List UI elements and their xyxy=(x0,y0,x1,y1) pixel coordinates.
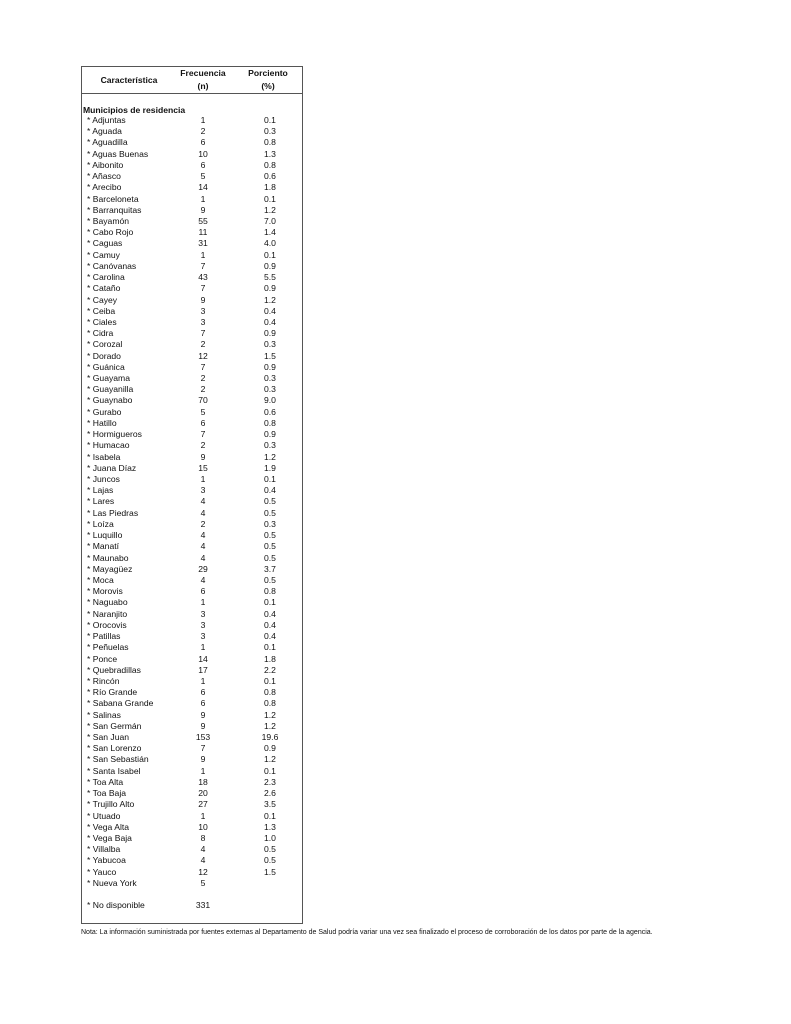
row-name: * Luquillo xyxy=(87,530,123,541)
row-frecuencia: 9 xyxy=(200,294,206,305)
row-frecuencia: 18 xyxy=(198,776,208,787)
table-row xyxy=(82,553,302,564)
table-row xyxy=(82,855,302,866)
row-name: * Peñuelas xyxy=(87,642,129,653)
row-porciento: 0.1 xyxy=(264,193,276,204)
row-name: * Quebradillas xyxy=(87,664,141,675)
row-porciento: 0.4 xyxy=(264,485,276,496)
table-row xyxy=(82,743,302,754)
row-name: * Hatillo xyxy=(87,417,117,428)
table-row xyxy=(82,620,302,631)
row-porciento: 1.3 xyxy=(264,148,276,159)
row-frecuencia: 4 xyxy=(200,574,206,585)
row-porciento: 3.7 xyxy=(264,563,276,574)
row-name: * Rincón xyxy=(87,675,120,686)
row-porciento: 0.9 xyxy=(264,328,276,339)
row-name: * Trujillo Alto xyxy=(87,799,135,810)
row-frecuencia: 5 xyxy=(200,406,206,417)
row-porciento: 0.5 xyxy=(264,844,276,855)
row-porciento: 1.5 xyxy=(264,866,276,877)
row-porciento: 0.6 xyxy=(264,406,276,417)
table-row xyxy=(82,788,302,799)
table-row xyxy=(82,900,302,911)
row-name: * San Juan xyxy=(87,732,130,743)
row-frecuencia: 17 xyxy=(198,664,208,675)
row-porciento: 1.2 xyxy=(264,294,276,305)
table-row xyxy=(82,710,302,721)
row-name: * Cabo Rojo xyxy=(87,227,134,238)
row-frecuencia: 1 xyxy=(200,810,206,821)
row-frecuencia: 6 xyxy=(200,137,206,148)
table-row xyxy=(82,878,302,889)
row-frecuencia: 6 xyxy=(200,687,206,698)
row-porciento: 0.8 xyxy=(264,687,276,698)
table-row xyxy=(82,642,302,653)
header-caracteristica: Característica xyxy=(100,75,158,85)
table-row xyxy=(82,216,302,227)
row-porciento: 0.1 xyxy=(264,765,276,776)
row-name: * Salinas xyxy=(87,709,121,720)
row-name: * No disponible xyxy=(87,900,145,911)
row-frecuencia: 2 xyxy=(200,373,206,384)
table-row xyxy=(82,306,302,317)
row-frecuencia: 31 xyxy=(198,238,208,249)
table-row xyxy=(82,654,302,665)
row-name: * Aguada xyxy=(87,126,122,137)
table-row xyxy=(82,384,302,395)
row-frecuencia: 12 xyxy=(198,866,208,877)
table-header xyxy=(82,67,302,94)
row-porciento: 0.1 xyxy=(264,810,276,821)
row-name: * Humacao xyxy=(87,440,130,451)
table-row xyxy=(82,137,302,148)
table-row xyxy=(82,822,302,833)
row-frecuencia: 6 xyxy=(200,417,206,428)
row-frecuencia: 1 xyxy=(200,115,206,125)
row-frecuencia: 14 xyxy=(198,182,208,193)
row-name: * Patillas xyxy=(87,631,121,642)
row-name: * Santa Isabel xyxy=(87,765,141,776)
table-row xyxy=(82,295,302,306)
row-frecuencia: 2 xyxy=(200,384,206,395)
table-row xyxy=(82,351,302,362)
table-row xyxy=(82,586,302,597)
row-porciento: 0.3 xyxy=(264,384,276,395)
row-name: * Vega Alta xyxy=(87,821,130,832)
table-row xyxy=(82,811,302,822)
table-row xyxy=(82,317,302,328)
footnote: Nota: La información suministrada por fuentes externas al Departamento de Salud podría variar una vez sea finalizado el proceso de corroboración de los datos por parte de la agencia. xyxy=(81,929,653,936)
row-porciento: 1.8 xyxy=(264,653,276,664)
table-row xyxy=(82,698,302,709)
row-porciento: 0.6 xyxy=(264,171,276,182)
row-porciento: 0.4 xyxy=(264,305,276,316)
table-row xyxy=(82,575,302,586)
row-name: * Las Piedras xyxy=(87,507,139,518)
table-row xyxy=(82,452,302,463)
data-table xyxy=(81,66,303,924)
header-frecuencia: Frecuencia xyxy=(180,68,226,78)
row-name: * Naranjito xyxy=(87,608,128,619)
row-porciento: 0.3 xyxy=(264,126,276,137)
row-frecuencia: 4 xyxy=(200,552,206,563)
row-name: * Mayagüez xyxy=(87,563,133,574)
row-frecuencia: 7 xyxy=(200,429,206,440)
row-name: * Barceloneta xyxy=(87,193,139,204)
row-frecuencia: 29 xyxy=(198,563,208,574)
row-name: * Caguas xyxy=(87,238,123,249)
row-frecuencia: 15 xyxy=(198,462,208,473)
row-name: * Sabana Grande xyxy=(87,698,154,709)
row-name: * Bayamón xyxy=(87,215,130,226)
table-row xyxy=(82,429,302,440)
row-frecuencia: 5 xyxy=(200,877,206,888)
table-row xyxy=(82,754,302,765)
row-frecuencia: 3 xyxy=(200,305,206,316)
row-name: * Canóvanas xyxy=(87,260,137,271)
table-body xyxy=(82,115,302,912)
row-spacer xyxy=(82,889,302,900)
row-frecuencia: 1 xyxy=(200,642,206,653)
row-porciento: 1.2 xyxy=(264,204,276,215)
row-porciento: 0.9 xyxy=(264,361,276,372)
row-frecuencia: 3 xyxy=(200,316,206,327)
row-name: * Corozal xyxy=(87,339,123,350)
table-row xyxy=(82,541,302,552)
row-porciento: 0.1 xyxy=(264,249,276,260)
row-porciento: 0.1 xyxy=(264,675,276,686)
row-porciento: 0.3 xyxy=(264,518,276,529)
row-name: * Dorado xyxy=(87,350,121,361)
row-porciento: 0.8 xyxy=(264,417,276,428)
table-row xyxy=(82,508,302,519)
row-porciento: 0.9 xyxy=(264,260,276,271)
row-frecuencia: 7 xyxy=(200,283,206,294)
table-row xyxy=(82,676,302,687)
row-porciento: 0.8 xyxy=(264,698,276,709)
row-name: * Aguas Buenas xyxy=(87,148,149,159)
row-frecuencia: 55 xyxy=(198,215,208,226)
row-porciento: 2.2 xyxy=(264,664,276,675)
row-name: * Lares xyxy=(87,496,115,507)
row-name: * Aibonito xyxy=(87,159,124,170)
row-porciento: 0.3 xyxy=(264,339,276,350)
row-frecuencia: 4 xyxy=(200,507,206,518)
table-row xyxy=(82,171,302,182)
row-porciento: 4.0 xyxy=(264,238,276,249)
row-frecuencia: 10 xyxy=(198,821,208,832)
row-frecuencia: 7 xyxy=(200,328,206,339)
table-row xyxy=(82,564,302,575)
row-name: * Moca xyxy=(87,574,114,585)
row-frecuencia: 4 xyxy=(200,541,206,552)
table-row xyxy=(82,328,302,339)
row-frecuencia: 9 xyxy=(200,720,206,731)
table-row xyxy=(82,160,302,171)
row-porciento: 2.6 xyxy=(264,788,276,799)
row-frecuencia: 6 xyxy=(200,159,206,170)
row-frecuencia: 1 xyxy=(200,675,206,686)
table-row xyxy=(82,238,302,249)
row-name: * Lajas xyxy=(87,485,114,496)
table-row xyxy=(82,261,302,272)
row-frecuencia: 9 xyxy=(200,709,206,720)
row-name: * Maunabo xyxy=(87,552,129,563)
row-name: * Isabela xyxy=(87,451,121,462)
row-frecuencia: 153 xyxy=(195,732,211,743)
table-row xyxy=(82,463,302,474)
table-row xyxy=(82,496,302,507)
row-name: * Guayama xyxy=(87,373,130,384)
row-porciento: 19.6 xyxy=(261,732,279,743)
row-name: * Naguabo xyxy=(87,597,128,608)
row-porciento: 0.4 xyxy=(264,608,276,619)
table-row xyxy=(82,418,302,429)
row-frecuencia: 1 xyxy=(200,474,206,484)
table-row xyxy=(82,227,302,238)
row-porciento: 0.3 xyxy=(264,440,276,451)
table-row xyxy=(82,373,302,384)
row-porciento: 1.2 xyxy=(264,720,276,731)
row-name: * Cayey xyxy=(87,294,118,305)
row-name: * Utuado xyxy=(87,810,121,821)
row-porciento: 0.9 xyxy=(264,429,276,440)
row-frecuencia: 70 xyxy=(198,395,208,406)
row-porciento: 0.8 xyxy=(264,159,276,170)
row-frecuencia: 331 xyxy=(195,900,211,911)
row-porciento: 7.0 xyxy=(264,215,276,226)
table-row xyxy=(82,665,302,676)
row-frecuencia: 3 xyxy=(200,608,206,619)
header-porciento: Porciento xyxy=(248,68,288,78)
row-frecuencia: 3 xyxy=(200,631,206,642)
row-frecuencia: 6 xyxy=(200,586,206,597)
table-row xyxy=(82,519,302,530)
row-frecuencia: 10 xyxy=(198,148,208,159)
table-row xyxy=(82,339,302,350)
table-row xyxy=(82,205,302,216)
row-frecuencia: 14 xyxy=(198,653,208,664)
row-porciento: 0.1 xyxy=(264,115,276,125)
table-row xyxy=(82,530,302,541)
row-porciento: 1.8 xyxy=(264,182,276,193)
row-frecuencia: 9 xyxy=(200,204,206,215)
table-row xyxy=(82,283,302,294)
table-row xyxy=(82,721,302,732)
table-row xyxy=(82,474,302,485)
row-name: * Toa Alta xyxy=(87,776,124,787)
row-porciento: 1.5 xyxy=(264,350,276,361)
row-porciento: 1.4 xyxy=(264,227,276,238)
row-frecuencia: 2 xyxy=(200,440,206,451)
row-frecuencia: 4 xyxy=(200,496,206,507)
row-porciento: 1.2 xyxy=(264,451,276,462)
row-name: * Guaynabo xyxy=(87,395,133,406)
row-porciento: 0.9 xyxy=(264,743,276,754)
row-name: * Barranquitas xyxy=(87,204,142,215)
row-name: * Vega Baja xyxy=(87,833,132,843)
table-row xyxy=(82,182,302,193)
row-name: * Ciales xyxy=(87,316,117,327)
row-name: * Orocovis xyxy=(87,619,127,630)
row-porciento: 0.1 xyxy=(264,642,276,653)
row-name: * San Sebastián xyxy=(87,754,149,765)
row-frecuencia: 43 xyxy=(198,272,208,283)
row-porciento: 1.2 xyxy=(264,754,276,765)
row-frecuencia: 11 xyxy=(198,227,208,238)
table-row xyxy=(82,833,302,844)
row-name: * Ceiba xyxy=(87,305,116,316)
row-frecuencia: 2 xyxy=(200,126,206,137)
row-frecuencia: 4 xyxy=(200,530,206,541)
row-frecuencia: 20 xyxy=(198,788,208,799)
row-porciento: 0.5 xyxy=(264,507,276,518)
row-porciento: 0.1 xyxy=(264,597,276,608)
table-row xyxy=(82,362,302,373)
table-row xyxy=(82,407,302,418)
table-row xyxy=(82,272,302,283)
row-name: * Guánica xyxy=(87,361,125,372)
row-name: * Villalba xyxy=(87,844,121,855)
row-name: * Juana Díaz xyxy=(87,462,137,473)
table-row xyxy=(82,799,302,810)
table-row xyxy=(82,867,302,878)
table-row xyxy=(82,395,302,406)
header-porciento-unit: (%) xyxy=(261,81,275,91)
row-frecuencia: 7 xyxy=(200,361,206,372)
row-porciento: 0.4 xyxy=(264,619,276,630)
row-frecuencia: 5 xyxy=(200,171,206,182)
row-name: * Añasco xyxy=(87,171,121,182)
row-frecuencia: 1 xyxy=(200,193,206,204)
table-row xyxy=(82,631,302,642)
row-frecuencia: 2 xyxy=(200,518,206,529)
table-row xyxy=(82,440,302,451)
table-row xyxy=(82,766,302,777)
header-frecuencia-unit: (n) xyxy=(197,81,209,91)
row-name: * Río Grande xyxy=(87,687,138,698)
table-row xyxy=(82,597,302,608)
row-frecuencia: 1 xyxy=(200,765,206,776)
row-porciento: 3.5 xyxy=(264,799,276,810)
row-name: * Guayanilla xyxy=(87,384,134,395)
row-frecuencia: 7 xyxy=(200,743,206,754)
row-name: * San Germán xyxy=(87,720,142,731)
row-name: * Ponce xyxy=(87,653,118,664)
row-frecuencia: 7 xyxy=(200,260,206,271)
row-porciento: 0.9 xyxy=(264,283,276,294)
row-frecuencia: 4 xyxy=(200,855,206,866)
section-title: Municipios de residencia xyxy=(83,105,186,115)
row-frecuencia: 6 xyxy=(200,698,206,709)
table-row xyxy=(82,485,302,496)
row-frecuencia: 9 xyxy=(200,451,206,462)
row-frecuencia: 4 xyxy=(200,844,206,855)
row-frecuencia: 1 xyxy=(200,597,206,608)
row-name: * Juncos xyxy=(87,474,120,484)
row-frecuencia: 3 xyxy=(200,485,206,496)
row-name: * Yauco xyxy=(87,866,117,877)
row-porciento: 0.4 xyxy=(264,316,276,327)
row-porciento: 2.3 xyxy=(264,776,276,787)
row-porciento: 0.5 xyxy=(264,541,276,552)
row-name: * Carolina xyxy=(87,272,125,283)
row-porciento: 0.5 xyxy=(264,855,276,866)
row-porciento: 5.5 xyxy=(264,272,276,283)
row-porciento: 0.3 xyxy=(264,373,276,384)
table-row xyxy=(82,844,302,855)
row-name: * Arecibo xyxy=(87,182,122,193)
row-name: * Toa Baja xyxy=(87,788,127,799)
row-porciento: 0.8 xyxy=(264,586,276,597)
row-name: * Camuy xyxy=(87,249,120,260)
table-row xyxy=(82,609,302,620)
row-porciento: 0.4 xyxy=(264,631,276,642)
table-row xyxy=(82,194,302,205)
table-row xyxy=(82,732,302,743)
table-row xyxy=(82,126,302,137)
row-porciento: 0.8 xyxy=(264,137,276,148)
row-name: * Loíza xyxy=(87,518,114,529)
row-name: * Cidra xyxy=(87,328,114,339)
row-frecuencia: 1 xyxy=(200,249,206,260)
row-porciento: 0.5 xyxy=(264,496,276,507)
table-row xyxy=(82,777,302,788)
row-frecuencia: 27 xyxy=(198,799,208,810)
row-name: * Hormigueros xyxy=(87,429,142,440)
table-row xyxy=(82,115,302,126)
row-frecuencia: 2 xyxy=(200,339,206,350)
row-name: * Gurabo xyxy=(87,406,122,417)
row-porciento: 9.0 xyxy=(264,395,276,406)
row-porciento: 0.5 xyxy=(264,552,276,563)
row-name: * Adjuntas xyxy=(87,115,126,125)
row-name: * San Lorenzo xyxy=(87,743,142,754)
row-frecuencia: 8 xyxy=(200,833,206,843)
row-porciento: 1.9 xyxy=(264,462,276,473)
row-name: * Manatí xyxy=(87,541,120,552)
row-porciento: 0.5 xyxy=(264,574,276,585)
table-row xyxy=(82,687,302,698)
table-row xyxy=(82,149,302,160)
row-frecuencia: 12 xyxy=(198,350,208,361)
table-row xyxy=(82,250,302,261)
row-name: * Aguadilla xyxy=(87,137,128,148)
row-porciento: 1.2 xyxy=(264,709,276,720)
row-porciento: 0.5 xyxy=(264,530,276,541)
row-porciento: 1.0 xyxy=(264,833,276,843)
row-name: * Nueva York xyxy=(87,877,137,888)
row-porciento: 1.3 xyxy=(264,821,276,832)
row-frecuencia: 3 xyxy=(200,619,206,630)
row-name: * Yabucoa xyxy=(87,855,126,866)
row-porciento: 0.1 xyxy=(264,474,276,484)
row-name: * Morovis xyxy=(87,586,123,597)
row-frecuencia: 9 xyxy=(200,754,206,765)
row-name: * Cataño xyxy=(87,283,121,294)
